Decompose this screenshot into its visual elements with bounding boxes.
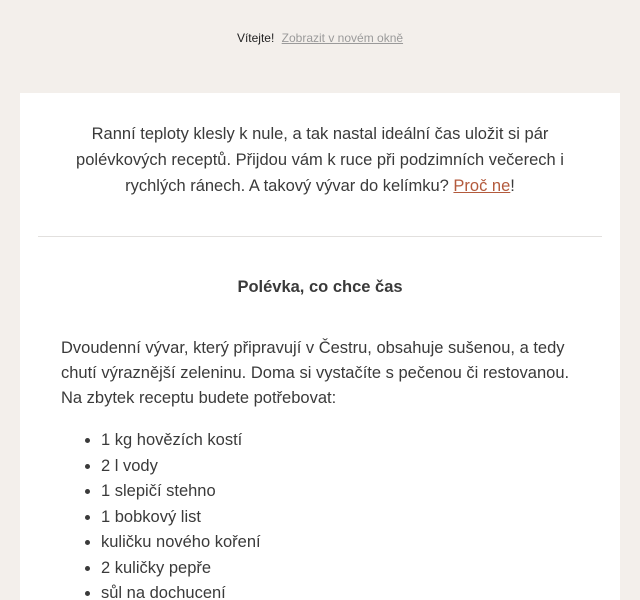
list-item: • 2 l vody — [101, 454, 261, 480]
welcome-text: Vítejte! — [236, 31, 275, 45]
list-item: • sůl na dochucení — [101, 581, 261, 600]
list-item: • 1 slepičí stehno — [101, 479, 261, 505]
list-item: • 1 kg hovězích kostí — [101, 428, 261, 454]
intro-text: Ranní teploty klesly k nule, a tak nastal ideální čas uložit si pár polévkových receptů. Přijdou vám k ruce při podzimních večerech i rychlých ránech. A takový vývar do kelímku? — [76, 125, 564, 195]
email-content-card — [20, 93, 620, 600]
section-divider — [38, 236, 602, 237]
section-title: Polévka, co chce čas — [237, 278, 403, 296]
intro-paragraph — [60, 121, 580, 199]
intro-text-end: ! — [510, 177, 515, 195]
open-in-new-window-link[interactable]: Zobrazit v novém okně — [281, 31, 404, 45]
section-body-text: Dvoudenní vývar, který připravují v Čestru, obsahuje sušenou, a tedy chutí výraznější zeleninu. Doma si vystačíte s pečenou či restovanou. Na zbytek receptu budete potřebovat: — [61, 339, 570, 407]
list-item: • 2 kuličky pepře — [101, 556, 261, 582]
ingredients-list — [61, 428, 261, 600]
list-item: • 1 bobkový list — [101, 505, 261, 531]
list-item: • kuličku nového koření — [101, 530, 261, 556]
email-topbar — [0, 30, 640, 46]
why-not-link[interactable]: Proč ne — [453, 177, 511, 195]
